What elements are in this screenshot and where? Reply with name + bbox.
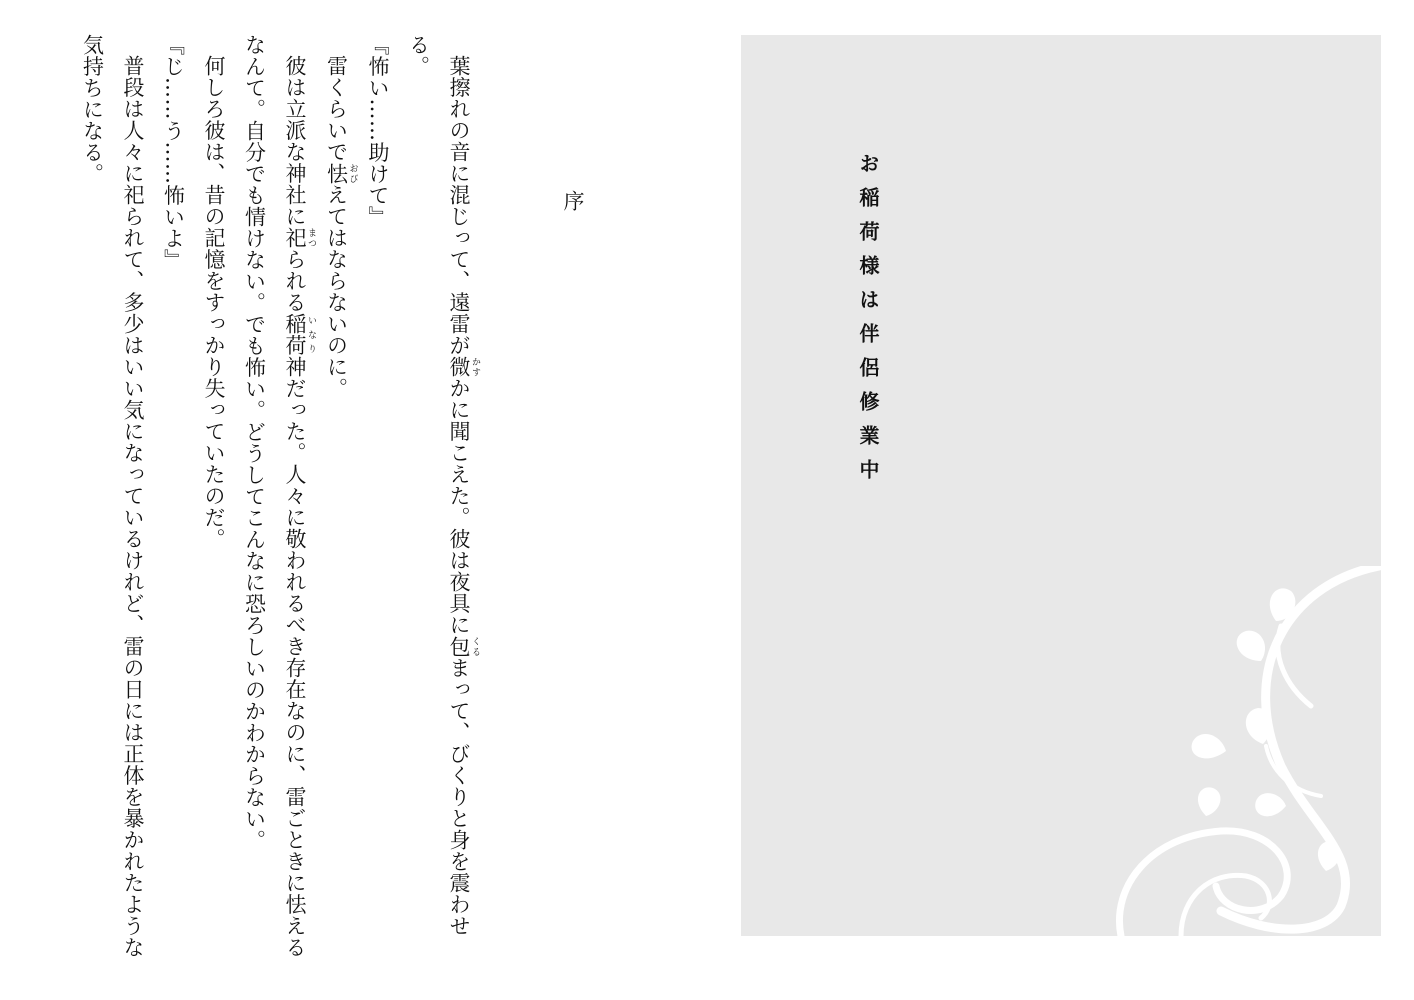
ruby-annotation: 祀 まつ bbox=[283, 227, 316, 249]
ruby-annotation: 微 かす bbox=[447, 356, 480, 378]
title-panel bbox=[741, 35, 1381, 936]
paragraph: 葉擦れの音に混じって、遠雷が微 かすかに聞こえた。彼は夜具に包 くるまって、びくりと身を震わせる。 bbox=[406, 34, 480, 937]
body-text bbox=[70, 34, 480, 974]
dialogue-line: 『じ……う……怖いよ』 bbox=[161, 34, 186, 271]
paragraph: 彼は立派な神社に祀 まつられる稲荷 いなり神だった。人々に敬われるべき存在なのに、雷ごときに怯えるなんて。自分でも情けない。でも怖い。どうしてこんなに恐ろしいのかわからない。 bbox=[242, 34, 316, 958]
book-title: お稲荷様は伴侶修業中 bbox=[856, 153, 880, 493]
paragraph: 普段は人々に祀られて、多少はいい気になっているけれど、雷の日には正体を暴かれたような気持ちになる。 bbox=[80, 34, 145, 958]
ruby-annotation: 包 くる bbox=[447, 635, 480, 657]
dialogue-line: 『怖い……助けて』 bbox=[366, 34, 390, 228]
chapter-heading: 序 bbox=[561, 190, 585, 211]
paragraph: 何しろ彼は、昔の記憶をすっかり失っていたのだ。 bbox=[202, 55, 226, 550]
floral-vine-ornament bbox=[1111, 566, 1381, 936]
ruby-annotation: 稲荷 いなり bbox=[283, 313, 316, 356]
ruby-annotation: 怯 おび bbox=[324, 162, 358, 184]
paragraph: 雷くらいで怯 おびえてはならないのに。 bbox=[324, 55, 358, 399]
